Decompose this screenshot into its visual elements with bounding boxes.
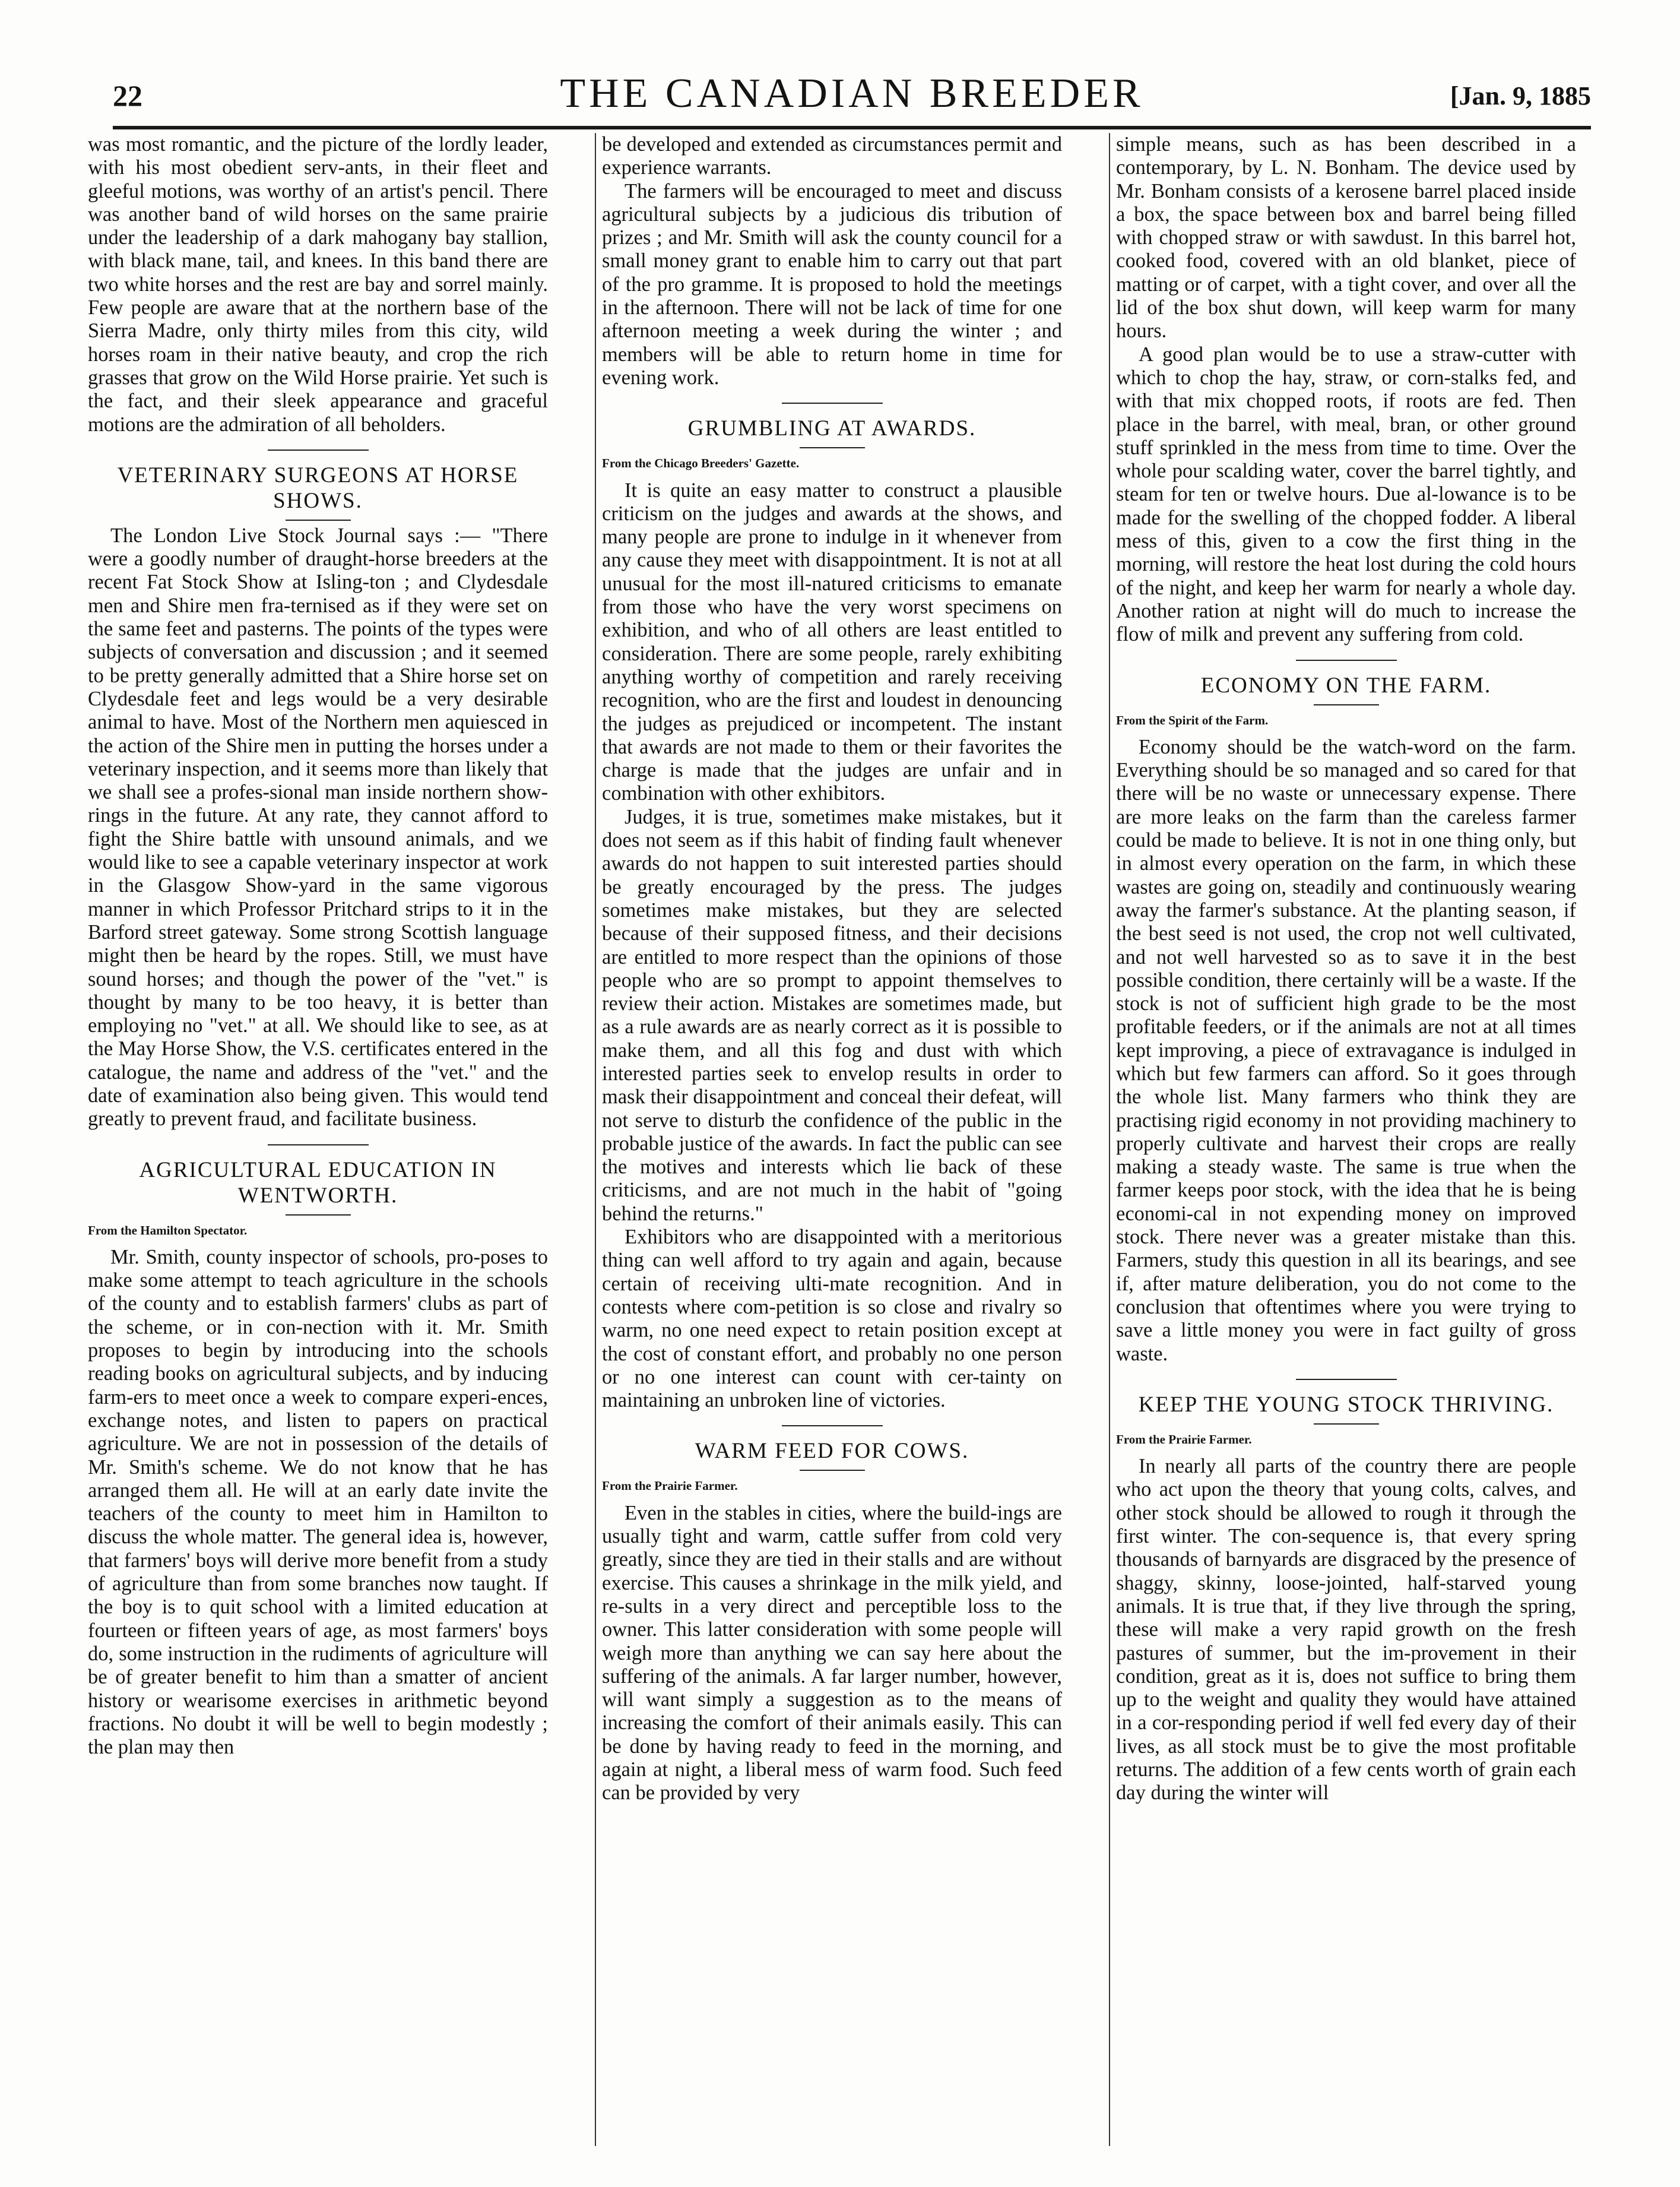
article-paragraph: It is quite an easy matter to construct a plausible criticism on the judges and awards at the shows, and many people are prone to indulge in it whenever from any cause they meet with disappointment. It is not at all unusual for the most ill-natured criticisms to emanate from those who have the very worst specimens on exhibition, and who of all others are least entitled to consideration. There are some people, rarely exhibiting anything worthy of competition and rarely receiving recognition, who are the first and loudest in denouncing the judges as prejudiced or incompetent. The instant that awards are not made to them or their favorites the charge is made that the judges are unfair and in combination with other exhibitors. [602, 479, 1062, 805]
article-paragraph: In nearly all parts of the country there are people who act upon the theory that young colts, calves, and other stock should be allowed to rough it through the first winter. The con-sequence is, that every spring thousands of barnyards are disgraced by the presence of shaggy, skinny, loose-jointed, half-starved young animals. It is true that, if they live through the spring, these will make a very rapid growth on the fresh pastures of summer, but the im-provement in their condition, great as it is, does not suffice to bring them up to the weight and quality they would have attained in a cor-responding period if well fed every day of their lives, as all stock must be to give the most profitable returns. The addition of a few cents worth of grain each day during the winter will [1116, 1455, 1576, 1805]
article-heading: WARM FEED FOR COWS. [695, 1439, 969, 1464]
article-heading: GRUMBLING AT AWARDS. [687, 416, 977, 441]
article-paragraph: was most romantic, and the picture of the lordly leader, with his most obedient serv-ants, in their fleet and gleeful motions, was worthy of an artist's pencil. There was another band of wild horses on the same prairie under the leadership of a dark mahogany bay stallion, with black mane, tail, and knees. In this band there are two white horses and the rest are bay and sorrel mainly. Few people are aware that at the northern base of the Sierra Madre, only thirty miles from this city, wild horses roam in their native beauty, and crop the rich grasses that grow on the Wild Horse prairie. Yet such is the fact, and their sleek appearance and graceful motions are the admiration of all beholders. [88, 133, 548, 436]
heading-underline [286, 1214, 351, 1216]
article-paragraph: Judges, it is true, sometimes make mistakes, but it does not seem as if this habit of finding fault whenever awards do not happen to suit interested parties should be greatly encouraged by the press. The judges sometimes make mistakes, but they are selected because of their supposed fitness, and their decisions are entitled to more respect than the opinions of those people who are so prompt to appoint themselves to review their action. Mistakes are sometimes made, but as a rule awards are as nearly correct as it is possible to make them, and all this fog and dust with which interested parties seek to envelop results in order to mask their disappointment and conceal their defeat, will not serve to disturb the confidence of the public in the probable justice of the awards. In fact the public can see the motives and interests which lie back of these criticisms, and are not much in the habit of "going behind the returns." [602, 805, 1062, 1225]
article-paragraph: Economy should be the watch-word on the farm. Everything should be so managed and so cared for that there will be no waste or unnecessary expense. There are more leaks on the farm than the careless farmer could be made to believe. It is not in one thing only, but in almost every operation on the farm, in which these wastes are going on, steadily and continuously wearing away the farmer's substance. At the planting season, if the best seed is not used, the crop not well cultivated, and not well harvested so as to save it in the best possible condition, there certainly will be a waste. If the stock is not of sufficient high grade to be the most profitable feeders, or if the animals are not at all times kept improving, a piece of extravagance is indulged in which but few farmers can afford. So it goes through the whole list. Many farmers who think they are practising rigid economy in not providing machinery to properly cultivate and harvest their crops are really making a steady waste. The same is true when the farmer keeps poor stock, with the idea that he is being economi-cal in not expending money on improved stock. There never was a greater mistake than this. Farmers, study this question in all its bearings, and see if, after mature deliberation, you do not come to the conclusion that oftentimes where you were trying to save a little money you were in fact guilty of gross waste. [1116, 735, 1576, 1365]
section-rule [1296, 1379, 1397, 1380]
column-2 [602, 133, 1062, 2152]
column-divider [1109, 133, 1110, 2146]
publication-title: THE CANADIAN BREEDER [560, 71, 1144, 116]
column-divider [595, 133, 596, 2146]
article-source: From the Prairie Farmer. [1116, 1432, 1252, 1447]
article-paragraph: A good plan would be to use a straw-cutter with which to chop the hay, straw, or corn-stalks fed, and with that mix chopped roots, if roots are fed. Then place in the barrel, with meal, bran, or other ground stuff sprinkled in the mess from time to time. Over the whole pour scalding water, cover the barrel tightly, and steam for ten or twelve hours. Due al-lowance is to be made for the swelling of the chopped fodder. A liberal mess of this, given to a cow the first thing in the morning, will restore the heat lost during the cold hours of the night, and keep her warm for nearly a whole day. Another ration at night will do much to increase the flow of milk and prevent any suffering from cold. [1116, 343, 1576, 646]
article-heading: AGRICULTURAL EDUCATION IN WENTWORTH. [139, 1157, 497, 1208]
heading-underline [800, 447, 865, 448]
column-3 [1116, 133, 1576, 2152]
article-source: From the Hamilton Spectator. [88, 1223, 248, 1237]
article-source: From the Chicago Breeders' Gazette. [602, 456, 800, 471]
article-heading: KEEP THE YOUNG STOCK THRIVING. [1138, 1392, 1554, 1417]
masthead-rule [113, 126, 1591, 129]
heading-underline [1314, 1423, 1379, 1425]
page-number: 22 [113, 79, 142, 112]
issue-date: [Jan. 9, 1885 [1450, 81, 1591, 110]
article-heading: ECONOMY ON THE FARM. [1200, 673, 1492, 698]
article-paragraph: be developed and extended as circumstances permit and experience warrants. [602, 133, 1062, 179]
heading-underline [800, 1470, 865, 1471]
section-rule [268, 1144, 369, 1145]
section-rule [782, 403, 883, 404]
article-paragraph: Mr. Smith, county inspector of schools, pro-poses to make some attempt to teach agriculture in the schools of the county and to establish farmers' clubs as part of the scheme, or in con-nection with it. Mr. Smith proposes to begin by introducing into the schools reading books on agricultural subjects, and by inducing farm-ers to meet once a week to compare experi-ences, exchange notes, and listen to papers on practical agriculture. We are not in possession of the details of Mr. Smith's scheme. We do not know that he has arranged them all. He will at an early date invite the teachers of the county to meet him in Hamilton to discuss the whole matter. The general idea is, however, that farmers' boys will derive more benefit from a study of agriculture than from some branches now taught. If the boy is to quit school with a limited education at fourteen or fifteen years of age, as most farmers' boys do, some instruction in the rudiments of agriculture will be of greater benefit to him than a smatter of ancient history or wearisome exercises in arithmetic beyond fractions. No doubt it will be well to begin modestly ; the plan may then [88, 1245, 548, 1759]
section-rule [1296, 660, 1397, 661]
article-paragraph: The London Live Stock Journal says :— "There were a goodly number of draught-horse breeders at the recent Fat Stock Show at Isling-ton ; and Clydesdale men and Shire men fra-ternised as if they were set on the same feet and pasterns. The points of the types were subjects of conversation and discussion ; and it seemed to be pretty generally admitted that a Shire horse set on Clydesdale feet and legs would be a very desirable animal to have. Most of the Northern men aquiesced in the action of the Shire men in putting the horses under a veterinary inspection, and it seems more than likely that we shall see a profes-sional man inside northern show-rings in the future. At any rate, they cannot afford to fight the Shire battle with unsound animals, and we would like to see a capable veterinary inspector at work in the Glasgow Show-yard in the same vigorous manner in which Professor Pritchard strips to it in the Barford street gateway. Some strong Scottish language might then be heard by the ropes. Still, we must have sound horses; and though the power of the "vet." is thought by many to be too heavy, it is better than employing no "vet." at all. We should like to see, as at the May Horse Show, the V.S. certificates entered in the catalogue, the name and address of the "vet." and the date of examination also being given. This would tend greatly to prevent fraud, and facilitate business. [88, 524, 548, 1131]
article-paragraph: Exhibitors who are disappointed with a meritorious thing can well afford to try again and again, because certain of receiving ulti-mate recognition. And in contests where com-petition is so close and rivalry so warm, no one need expect to retain position except at the cost of constant effort, and probably no one person or no one interest can count with cer-tainty on maintaining an unbroken line of victories. [602, 1226, 1062, 1412]
heading-underline [286, 520, 351, 521]
heading-underline [1314, 704, 1379, 705]
article-source: From the Prairie Farmer. [602, 1479, 738, 1493]
article-paragraph: simple means, such as has been described in a contemporary, by L. N. Bonham. The device used by Mr. Bonham consists of a kerosene barrel placed inside a box, the space between box and barrel being filled with chopped straw or with sawdust. In this barrel hot, cooked food, covered with an old blanket, piece of matting or of carpet, with a tight cover, and over all the lid of the box shut down, will keep warm for many hours. [1116, 133, 1576, 343]
column-1 [88, 133, 548, 2152]
article-heading: VETERINARY SURGEONS AT HORSE SHOWS. [117, 463, 519, 513]
section-rule [782, 1425, 883, 1426]
section-rule [268, 450, 369, 451]
article-paragraph: Even in the stables in cities, where the build-ings are usually tight and warm, cattle suffer from cold very greatly, since they are tied in their stalls and are without exercise. This causes a shrinkage in the milk yield, and re-sults in a very direct and perceptible loss to the owner. This latter consideration with some people will weigh more than anything we can say here about the suffering of the animals. A far larger number, however, will want simply a suggestion as to the means of increasing the comfort of their animals easily. This can be done by having ready to feed in the morning, and again at night, a liberal mess of warm food. Such feed can be provided by very [602, 1501, 1062, 1805]
article-paragraph: The farmers will be encouraged to meet and discuss agricultural subjects by a judicious dis tribution of prizes ; and Mr. Smith will ask the county council for a small money grant to enable him to carry out that part of the pro gramme. It is proposed to hold the meetings in the afternoon. There will not be lack of time for one afternoon meeting a week during the winter ; and members will be able to return home in time for evening work. [602, 179, 1062, 389]
article-source: From the Spirit of the Farm. [1116, 713, 1269, 727]
masthead [113, 70, 1591, 129]
